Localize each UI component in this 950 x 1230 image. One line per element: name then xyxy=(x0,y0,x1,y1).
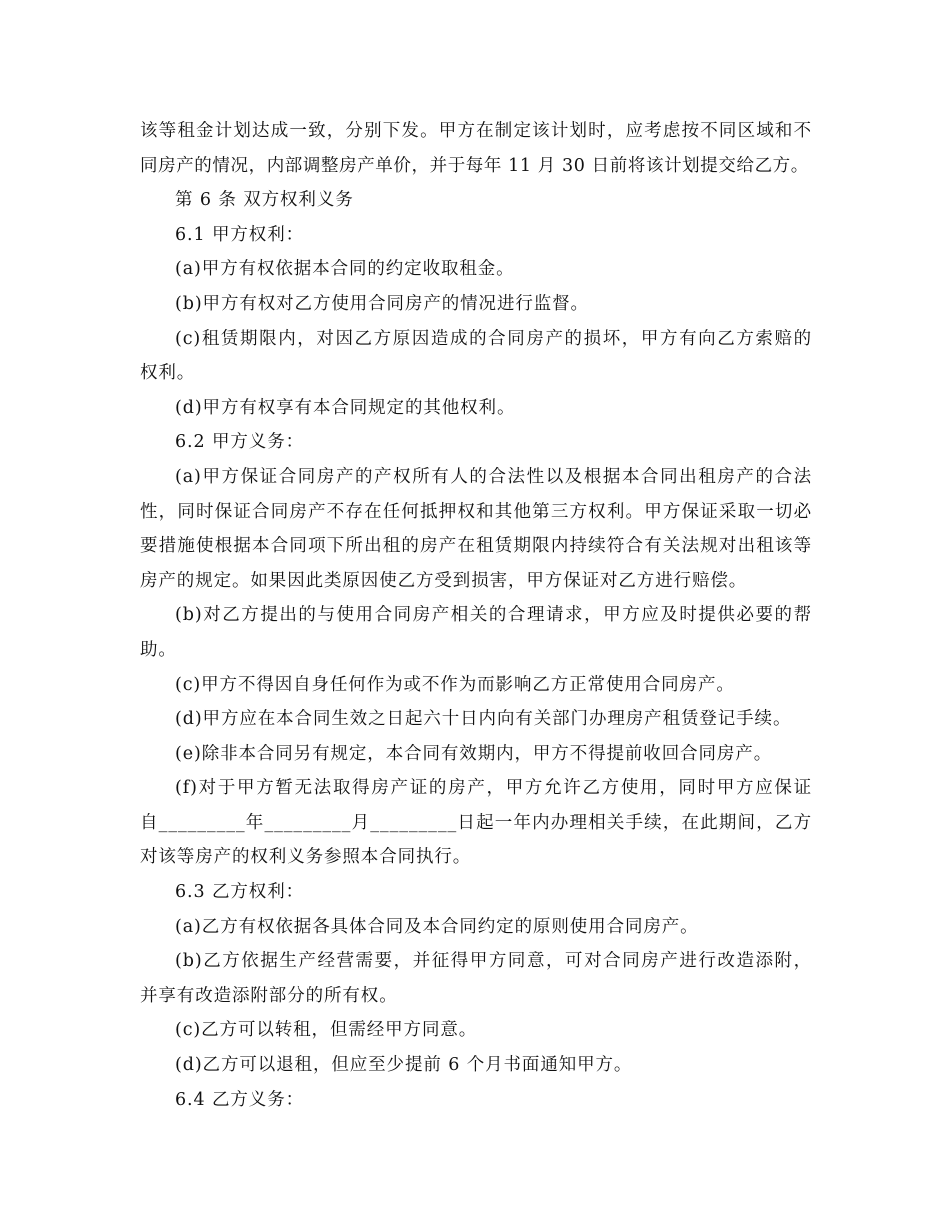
text-line: 6.2 甲方义务： xyxy=(175,432,304,453)
text-line: (b)乙方依据生产经营需要，并征得甲方同意，可对合同房产进行改造添附， xyxy=(175,951,812,972)
text-line: 该等租金计划达成一致，分别下发。甲方在制定该计划时，应考虑按不同区域和不 xyxy=(140,121,812,141)
text-line: 要措施使根据本合同项下所出租的房产在租赁期限内持续符合有关法规对出租该等 xyxy=(140,536,812,557)
text-line: 权利。 xyxy=(140,363,196,384)
text-line: (d)甲方有权享有本合同规定的其他权利。 xyxy=(175,397,516,418)
text-line: 性，同时保证合同房产不存在任何抵押权和其他第三方权利。甲方保证采取一切必 xyxy=(140,501,812,522)
text-line: 自_________年_________月_________日起一年内办理相关手续，在此期间，乙方 xyxy=(140,812,812,833)
text-line: (c)乙方可以转租，但需经甲方同意。 xyxy=(175,1020,478,1041)
text-line: (d)甲方应在本合同生效之日起六十日内向有关部门办理房产租赁登记手续。 xyxy=(175,709,792,730)
text-line: (e)除非本合同另有规定，本合同有效期内，甲方不得提前收回合同房产。 xyxy=(175,743,773,764)
text-line: (b)甲方有权对乙方使用合同房产的情况进行监督。 xyxy=(175,293,589,314)
text-line: 并享有改造添附部分的所有权。 xyxy=(140,985,398,1006)
document-body xyxy=(140,114,812,1117)
text-line: (a)乙方有权依据各具体合同及本合同约定的原则使用合同房产。 xyxy=(175,916,699,937)
text-line: (b)对乙方提出的与使用合同房产相关的合理请求，甲方应及时提供必要的帮 xyxy=(175,605,812,626)
text-line: (c)租赁期限内，对因乙方原因造成的合同房产的损坏，甲方有向乙方索赔的 xyxy=(175,328,812,349)
text-line: (a)甲方保证合同房产的产权所有人的合法性以及根据本合同出租房产的合法 xyxy=(175,466,812,487)
text-line: (d)乙方可以退租，但应至少提前 6 个月书面通知甲方。 xyxy=(175,1055,633,1076)
text-line: (a)甲方有权依据本合同的约定收取租金。 xyxy=(175,259,515,280)
text-line: 房产的规定。如果因此类原因使乙方受到损害，甲方保证对乙方进行赔偿。 xyxy=(140,570,748,591)
text-line: (f)对于甲方暂无法取得房产证的房产，甲方允许乙方使用，同时甲方应保证 xyxy=(175,778,812,799)
text-line: (c)甲方不得因自身任何作为或不作为而影响乙方正常使用合同房产。 xyxy=(175,674,735,695)
text-line: 6.1 甲方权利： xyxy=(175,224,304,245)
text-line: 第 6 条 双方权利义务 xyxy=(175,190,354,211)
text-line: 助。 xyxy=(140,639,177,660)
text-line: 6.3 乙方权利： xyxy=(175,882,304,903)
text-line: 对该等房产的权利义务参照本合同执行。 xyxy=(140,847,472,868)
text-line: 同房产的情况，内部调整房产单价，并于每年 11 月 30 日前将该计划提交给乙方。 xyxy=(140,155,809,176)
text-line: 6.4 乙方义务： xyxy=(175,1089,304,1110)
